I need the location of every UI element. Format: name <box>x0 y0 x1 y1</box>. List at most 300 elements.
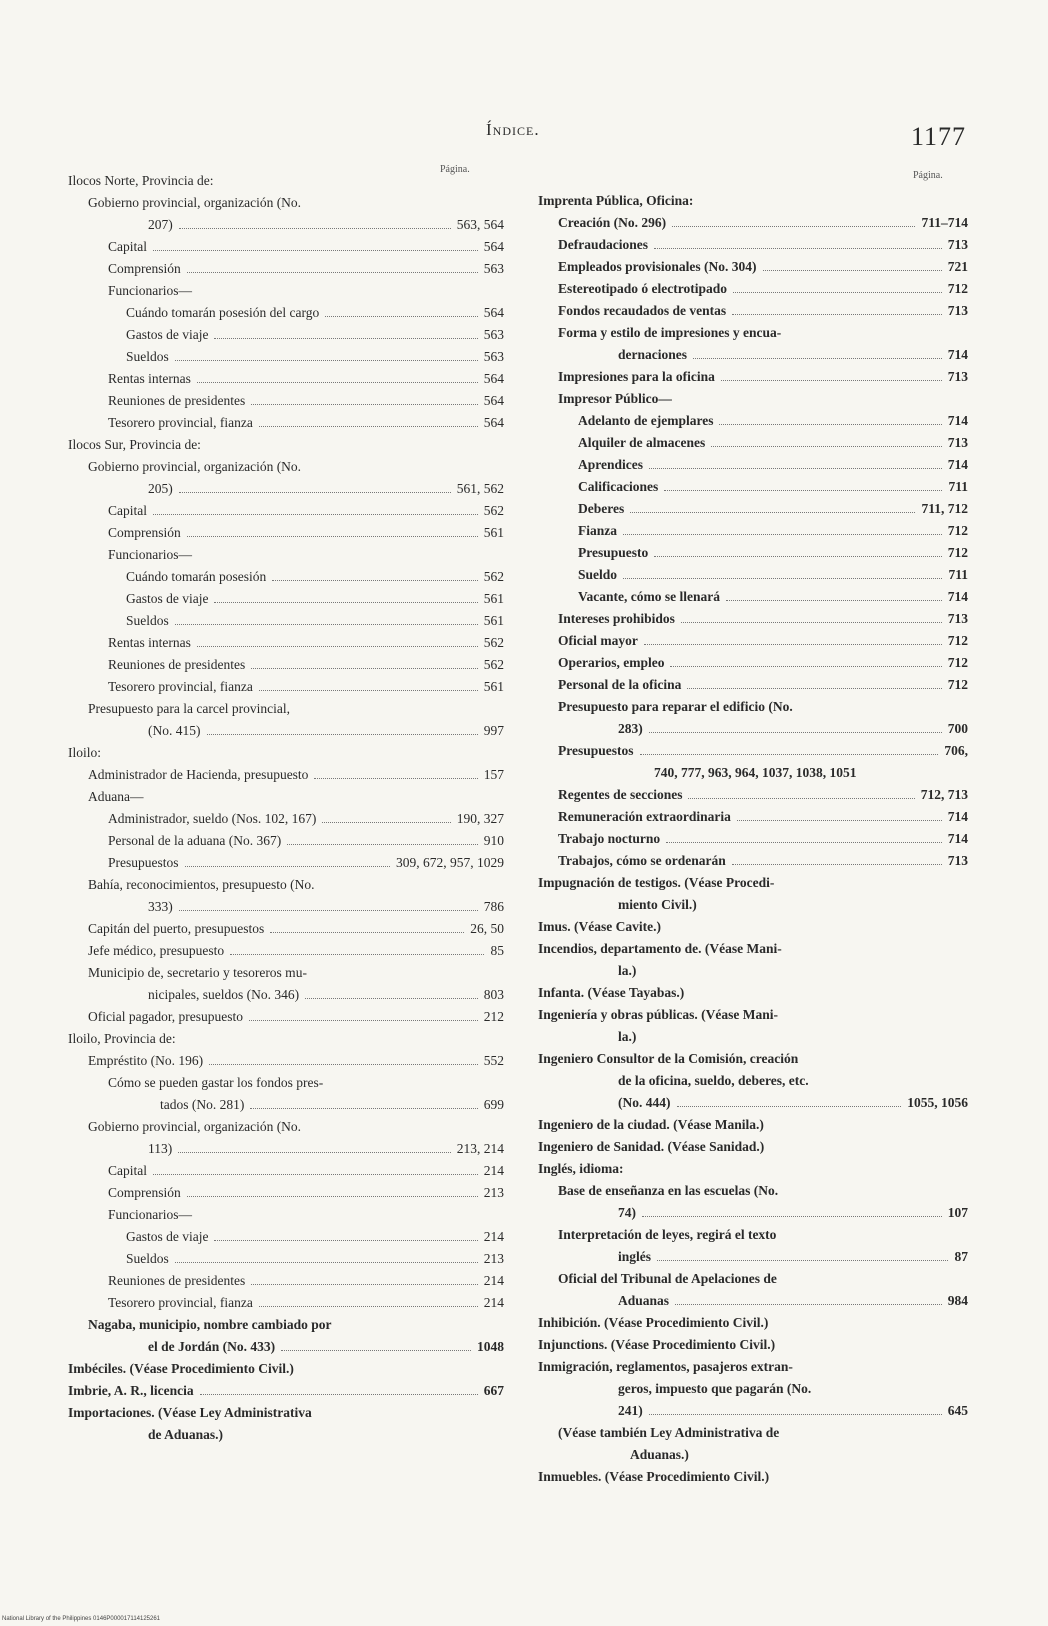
index-entry-page: 714 <box>947 589 968 604</box>
index-entry-text: Tesorero provincial, fianza <box>108 679 253 694</box>
dot-leader <box>726 600 942 601</box>
index-entry <box>538 190 968 212</box>
dot-leader <box>187 536 478 537</box>
index-entry-text: 205) <box>148 481 173 496</box>
index-entry-page: 563, 564 <box>456 217 504 232</box>
index-entry-text: Oficial pagador, presupuesto <box>88 1009 244 1024</box>
dot-leader <box>677 1106 901 1107</box>
index-entry-text: Presupuestos <box>108 855 179 870</box>
index-entry <box>538 366 968 388</box>
index-entry-page: 561 <box>483 679 504 694</box>
index-entry <box>68 698 504 720</box>
dot-leader <box>672 226 915 227</box>
index-entry-text: Intereses prohibidos <box>558 611 675 626</box>
index-entry-text: Regentes de secciones <box>558 787 683 802</box>
index-entry-page: 699 <box>483 1097 504 1112</box>
index-entry-text: Administrador, sueldo (Nos. 102, 167) <box>108 811 317 826</box>
index-entry-page: 712 <box>947 633 968 648</box>
index-entry-text: Sueldo <box>578 567 618 582</box>
index-entry <box>538 1400 968 1422</box>
index-entry-text: 333) <box>148 899 173 914</box>
index-entry-text: Personal de la aduana (No. 367) <box>108 833 282 848</box>
index-entry-page: 714 <box>947 831 968 846</box>
index-entry-text: 74) <box>618 1205 636 1220</box>
index-entry-text: de la oficina, sueldo, deberes, etc. <box>618 1073 809 1088</box>
index-entry <box>68 786 504 808</box>
index-entry <box>68 324 504 346</box>
index-entry-text: Administrador de Hacienda, presupuesto <box>88 767 309 782</box>
index-entry-text: Inmuebles. (Véase Procedimiento Civil.) <box>538 1469 770 1484</box>
index-entry <box>68 566 504 588</box>
index-entry <box>68 654 504 676</box>
index-entry-text: Comprensión <box>108 525 181 540</box>
index-entry <box>68 346 504 368</box>
index-entry-page: 85 <box>490 943 504 958</box>
index-entry-text: Imbrie, A. R., licencia <box>68 1383 194 1398</box>
index-entry-text: Deberes <box>578 501 625 516</box>
index-entry-text: Empleados provisionales (No. 304) <box>558 259 757 274</box>
index-entry <box>538 586 968 608</box>
dot-leader <box>305 998 478 999</box>
index-entry-text: dernaciones <box>618 347 687 362</box>
index-entry-text: Nagaba, municipio, nombre cambiado por <box>88 1317 332 1332</box>
index-entry-text: Ingeniería y obras públicas. (Véase Mani- <box>538 1007 779 1022</box>
index-entry <box>538 564 968 586</box>
index-entry-text: Adelanto de ejemplares <box>578 413 714 428</box>
dot-leader <box>763 270 942 271</box>
index-entry-text: Funcionarios— <box>108 283 192 298</box>
column-heading-left: Página. <box>440 164 470 175</box>
dot-leader <box>214 602 478 603</box>
index-entry <box>68 896 504 918</box>
index-entry-page: 214 <box>483 1295 504 1310</box>
index-entry <box>68 1204 504 1226</box>
index-entry <box>538 1048 968 1070</box>
index-entry <box>538 322 968 344</box>
index-entry <box>538 542 968 564</box>
index-entry <box>538 454 968 476</box>
index-entry <box>538 872 968 894</box>
index-entry <box>538 762 968 784</box>
index-entry-text: Ingeniero de la ciudad. (Véase Manila.) <box>538 1117 764 1132</box>
index-entry <box>68 1006 504 1028</box>
index-entry <box>68 984 504 1006</box>
index-entry <box>538 608 968 630</box>
index-entry-page: 714 <box>947 413 968 428</box>
index-entry-text: Cómo se pueden gastar los fondos pres- <box>108 1075 324 1090</box>
index-entry-text: Presupuestos <box>558 743 634 758</box>
index-entry-text: Sueldos <box>126 349 169 364</box>
index-entry-text: Impugnación de testigos. (Véase Procedi- <box>538 875 775 890</box>
index-entry-text: Municipio de, secretario y tesoreros mu- <box>88 965 307 980</box>
index-entry <box>538 1136 968 1158</box>
dot-leader <box>314 778 478 779</box>
dot-leader <box>175 1262 478 1263</box>
index-entry-page: 712 <box>947 655 968 670</box>
dot-leader <box>197 382 478 383</box>
index-entry-text: el de Jordán (No. 433) <box>148 1339 276 1354</box>
dot-leader <box>670 666 942 667</box>
dot-leader <box>214 1240 478 1241</box>
index-entry-text: Calificaciones <box>578 479 659 494</box>
index-entry <box>538 1202 968 1224</box>
index-entry-text: Tesorero provincial, fianza <box>108 415 253 430</box>
index-entry-page: 803 <box>483 987 504 1002</box>
index-entry-text: Interpretación de leyes, regirá el texto <box>558 1227 777 1242</box>
index-entry <box>68 214 504 236</box>
index-entry-text: Ingeniero Consultor de la Comisión, creación <box>538 1051 799 1066</box>
index-entry-page: 984 <box>947 1293 968 1308</box>
index-entry <box>68 1292 504 1314</box>
index-entry <box>538 344 968 366</box>
index-entry-text: la.) <box>618 1029 637 1044</box>
dot-leader <box>666 842 942 843</box>
index-entry-page: 714 <box>947 457 968 472</box>
dot-leader <box>681 622 942 623</box>
index-entry-text: Impresiones para la oficina <box>558 369 715 384</box>
index-entry-text: Creación (No. 296) <box>558 215 667 230</box>
index-entry-text: Funcionarios— <box>108 547 192 562</box>
index-entry <box>68 918 504 940</box>
index-entry <box>538 674 968 696</box>
index-entry-text: Gobierno provincial, organización (No. <box>88 459 302 474</box>
index-entry-text: Funcionarios— <box>108 1207 192 1222</box>
index-entry <box>538 410 968 432</box>
index-entry <box>538 1092 968 1114</box>
dot-leader <box>675 1304 942 1305</box>
index-entry-text: Oficial mayor <box>558 633 638 648</box>
dot-leader <box>230 954 484 955</box>
index-entry <box>68 1270 504 1292</box>
index-entry-text: Iloilo, Provincia de: <box>68 1031 176 1046</box>
index-entry-page: 309, 672, 957, 1029 <box>396 855 504 870</box>
index-entry <box>68 1072 504 1094</box>
index-entry <box>538 300 968 322</box>
index-entry <box>68 1182 504 1204</box>
index-entry-text: Injunctions. (Véase Procedimiento Civil.) <box>538 1337 776 1352</box>
dot-leader <box>732 314 942 315</box>
index-entry <box>538 982 968 1004</box>
dot-leader <box>649 1414 942 1415</box>
index-entry-text: Ilocos Norte, Provincia de: <box>68 173 214 188</box>
index-entry-page: 997 <box>483 723 504 738</box>
index-entry <box>68 1050 504 1072</box>
index-entry <box>538 652 968 674</box>
index-entry-text: Aduana— <box>88 789 144 804</box>
index-entry-text: Gastos de viaje <box>126 1229 209 1244</box>
index-entry-text: Tesorero provincial, fianza <box>108 1295 253 1310</box>
index-entry-text: Rentas internas <box>108 635 191 650</box>
index-entry-page: 706, <box>944 743 968 758</box>
dot-leader <box>272 580 478 581</box>
index-entry-text: Imbéciles. (Véase Procedimiento Civil.) <box>68 1361 294 1376</box>
index-entry-page: 564 <box>483 415 504 430</box>
dot-leader <box>649 732 942 733</box>
index-entry-text: Inhibición. (Véase Procedimiento Civil.) <box>538 1315 769 1330</box>
index-entry <box>68 962 504 984</box>
index-entry-text: Vacante, cómo se llenará <box>578 589 720 604</box>
index-entry-text: (No. 415) <box>148 723 201 738</box>
index-entry-page: 910 <box>483 833 504 848</box>
index-entry <box>68 1116 504 1138</box>
index-entry-page: 711–714 <box>921 215 968 230</box>
index-entry-text: Base de enseñanza en las escuelas (No. <box>558 1183 779 1198</box>
column-heading-right: Página. <box>913 170 943 181</box>
index-entry-text: Alquiler de almacenes <box>578 435 706 450</box>
index-entry <box>538 1422 968 1444</box>
dot-leader <box>153 514 478 515</box>
index-entry-page: 711, 712 <box>921 501 968 516</box>
index-entry-text: miento Civil.) <box>618 897 697 912</box>
index-entry-text: Cuándo tomarán posesión <box>126 569 267 584</box>
index-entry-text: Jefe médico, presupuesto <box>88 943 225 958</box>
index-entry-text: Capital <box>108 1163 147 1178</box>
index-entry-page: 1055, 1056 <box>907 1095 968 1110</box>
index-entry <box>68 478 504 500</box>
index-entry <box>68 302 504 324</box>
index-entry <box>68 434 504 456</box>
index-entry-page: 214 <box>483 1229 504 1244</box>
index-entry-text: 241) <box>618 1403 643 1418</box>
index-entry-page: 213 <box>483 1251 504 1266</box>
index-entry <box>68 412 504 434</box>
dot-leader <box>654 556 942 557</box>
index-entry <box>538 1378 968 1400</box>
dot-leader <box>693 358 942 359</box>
dot-leader <box>687 688 942 689</box>
index-entry-page: 212 <box>483 1009 504 1024</box>
index-entry <box>68 852 504 874</box>
index-entry-page: 562 <box>483 503 504 518</box>
index-entry <box>68 258 504 280</box>
dot-leader <box>281 1350 471 1351</box>
index-entry-text: Iloilo: <box>68 745 101 760</box>
index-entry-page: 667 <box>483 1383 504 1398</box>
index-entry <box>68 500 504 522</box>
index-entry-text: Comprensión <box>108 1185 181 1200</box>
index-entry <box>68 720 504 742</box>
index-entry <box>538 498 968 520</box>
index-entry-text: Cuándo tomarán posesión del cargo <box>126 305 320 320</box>
index-entry <box>538 1268 968 1290</box>
index-entry <box>68 1424 504 1446</box>
index-entry-text: Comprensión <box>108 261 181 276</box>
dot-leader <box>657 1260 948 1261</box>
index-entry-page: 564 <box>483 239 504 254</box>
index-entry-page: 713 <box>947 435 968 450</box>
footer-credit: National Library of the Philippines 0146P000017114125261 <box>2 1616 161 1622</box>
index-entry-page: 214 <box>483 1273 504 1288</box>
index-entry <box>538 212 968 234</box>
dot-leader <box>721 380 942 381</box>
index-entry-text: geros, impuesto que pagarán (No. <box>618 1381 812 1396</box>
index-entry-text: 207) <box>148 217 173 232</box>
index-entry <box>68 1380 504 1402</box>
index-entry <box>538 1444 968 1466</box>
index-entry-text: de Aduanas.) <box>148 1427 224 1442</box>
index-entry <box>68 1028 504 1050</box>
index-entry <box>538 894 968 916</box>
index-entry <box>68 456 504 478</box>
index-entry <box>538 1158 968 1180</box>
index-entry <box>68 1314 504 1336</box>
index-entry <box>68 632 504 654</box>
index-entry-page: 721 <box>947 259 968 274</box>
index-entry-page: 714 <box>947 809 968 824</box>
index-entry-text: 740, 777, 963, 964, 1037, 1038, 1051 <box>654 765 857 780</box>
dot-leader <box>642 1216 942 1217</box>
index-entry-text: Bahía, reconocimientos, presupuesto (No. <box>88 877 315 892</box>
dot-leader <box>664 490 942 491</box>
dot-leader <box>187 272 478 273</box>
index-entry-text: Importaciones. (Véase Ley Administrativa <box>68 1405 312 1420</box>
index-entry-text: Aprendices <box>578 457 644 472</box>
index-entry <box>538 850 968 872</box>
index-entry-page: 712 <box>947 677 968 692</box>
index-entry-text: Fianza <box>578 523 617 538</box>
index-entry-text: Ilocos Sur, Provincia de: <box>68 437 201 452</box>
index-entry <box>538 740 968 762</box>
index-entry-page: 561, 562 <box>456 481 504 496</box>
index-entry-page: 562 <box>483 657 504 672</box>
index-entry <box>68 610 504 632</box>
index-entry <box>538 1114 968 1136</box>
index-entry-page: 713 <box>947 303 968 318</box>
page-number: 1177 <box>911 122 967 151</box>
index-entry-text: Gobierno provincial, organización (No. <box>88 195 302 210</box>
dot-leader <box>178 1152 451 1153</box>
dot-leader <box>259 1306 478 1307</box>
index-entry-text: 283) <box>618 721 643 736</box>
index-entry <box>538 630 968 652</box>
index-entry-text: Incendios, departamento de. (Véase Mani- <box>538 941 782 956</box>
index-entry-page: 563 <box>483 327 504 342</box>
index-entry-page: 563 <box>483 261 504 276</box>
index-entry <box>68 676 504 698</box>
index-entry-text: Capital <box>108 503 147 518</box>
dot-leader <box>644 644 942 645</box>
index-entry <box>68 1402 504 1424</box>
dot-leader <box>200 1394 478 1395</box>
index-entry <box>538 520 968 542</box>
dot-leader <box>623 534 942 535</box>
index-entry-text: 113) <box>148 1141 173 1156</box>
index-entry <box>68 280 504 302</box>
index-entry-text: Reuniones de presidentes <box>108 657 246 672</box>
index-entry <box>68 1336 504 1358</box>
dot-leader <box>179 492 451 493</box>
index-entry-page: 786 <box>483 899 504 914</box>
index-entry-page: 562 <box>483 569 504 584</box>
index-entry-text: Empréstito (No. 196) <box>88 1053 204 1068</box>
dot-leader <box>175 360 478 361</box>
index-entry-page: 712 <box>947 523 968 538</box>
dot-leader <box>250 1108 478 1109</box>
index-entry <box>68 1160 504 1182</box>
index-entry <box>538 256 968 278</box>
index-entry-page: 157 <box>483 767 504 782</box>
index-entry-text: Personal de la oficina <box>558 677 682 692</box>
index-entry-text: Trabajo nocturno <box>558 831 661 846</box>
index-entry <box>538 1246 968 1268</box>
index-entry-page: 552 <box>483 1053 504 1068</box>
index-entry <box>68 830 504 852</box>
index-entry <box>538 476 968 498</box>
dot-leader <box>259 690 478 691</box>
index-entry-text: Imprenta Pública, Oficina: <box>538 193 694 208</box>
index-entry-text: Inmigración, reglamentos, pasajeros extran- <box>538 1359 793 1374</box>
dot-leader <box>179 228 451 229</box>
index-entry <box>538 784 968 806</box>
index-entry-page: 714 <box>947 347 968 362</box>
dot-leader <box>325 316 478 317</box>
index-entry <box>538 1180 968 1202</box>
index-entry-text: Reuniones de presidentes <box>108 393 246 408</box>
index-entry-text: (Véase también Ley Administrativa de <box>558 1425 780 1440</box>
index-entry-page: 564 <box>483 393 504 408</box>
page-title: Índice. <box>486 120 540 139</box>
index-entry-text: Trabajos, cómo se ordenarán <box>558 853 726 868</box>
dot-leader <box>251 668 478 669</box>
index-entry-text: Gastos de viaje <box>126 591 209 606</box>
dot-leader <box>197 646 478 647</box>
dot-leader <box>153 1174 478 1175</box>
index-entry-page: 563 <box>483 349 504 364</box>
dot-leader <box>185 866 390 867</box>
index-entry-page: 213 <box>483 1185 504 1200</box>
index-entry <box>538 1312 968 1334</box>
index-column-right <box>538 190 968 1488</box>
index-entry <box>538 432 968 454</box>
index-entry <box>68 522 504 544</box>
index-entry-page: 712 <box>947 545 968 560</box>
dot-leader <box>688 798 915 799</box>
index-entry <box>538 234 968 256</box>
index-entry <box>68 170 504 192</box>
index-entry-text: Defraudaciones <box>558 237 648 252</box>
dot-leader <box>207 734 478 735</box>
index-entry-text: la.) <box>618 963 637 978</box>
index-entry <box>538 718 968 740</box>
index-entry-text: (No. 444) <box>618 1095 671 1110</box>
index-entry-text: Operarios, empleo <box>558 655 665 670</box>
index-entry-page: 213, 214 <box>456 1141 504 1156</box>
index-entry-text: Forma y estilo de impresiones y encua- <box>558 325 782 340</box>
index-entry-text: Gobierno provincial, organización (No. <box>88 1119 302 1134</box>
index-entry-page: 564 <box>483 305 504 320</box>
index-entry <box>68 1138 504 1160</box>
index-entry-page: 190, 327 <box>456 811 504 826</box>
index-entry <box>68 192 504 214</box>
dot-leader <box>623 578 942 579</box>
index-entry <box>538 806 968 828</box>
index-entry-text: tados (No. 281) <box>160 1097 245 1112</box>
index-entry-text: Oficial del Tribunal de Apelaciones de <box>558 1271 777 1286</box>
index-entry-text: Ingeniero de Sanidad. (Véase Sanidad.) <box>538 1139 765 1154</box>
index-entry-text: Reuniones de presidentes <box>108 1273 246 1288</box>
index-entry-page: 1048 <box>477 1339 504 1354</box>
dot-leader <box>214 338 478 339</box>
index-entry <box>68 1358 504 1380</box>
index-entry <box>68 390 504 412</box>
index-entry-text: Capitán del puerto, presupuestos <box>88 921 265 936</box>
dot-leader <box>287 844 478 845</box>
index-entry-text: inglés <box>618 1249 652 1264</box>
index-entry-page: 561 <box>483 525 504 540</box>
index-entry-page: 711 <box>948 479 968 494</box>
index-entry <box>538 696 968 718</box>
index-entry-page: 645 <box>947 1403 968 1418</box>
